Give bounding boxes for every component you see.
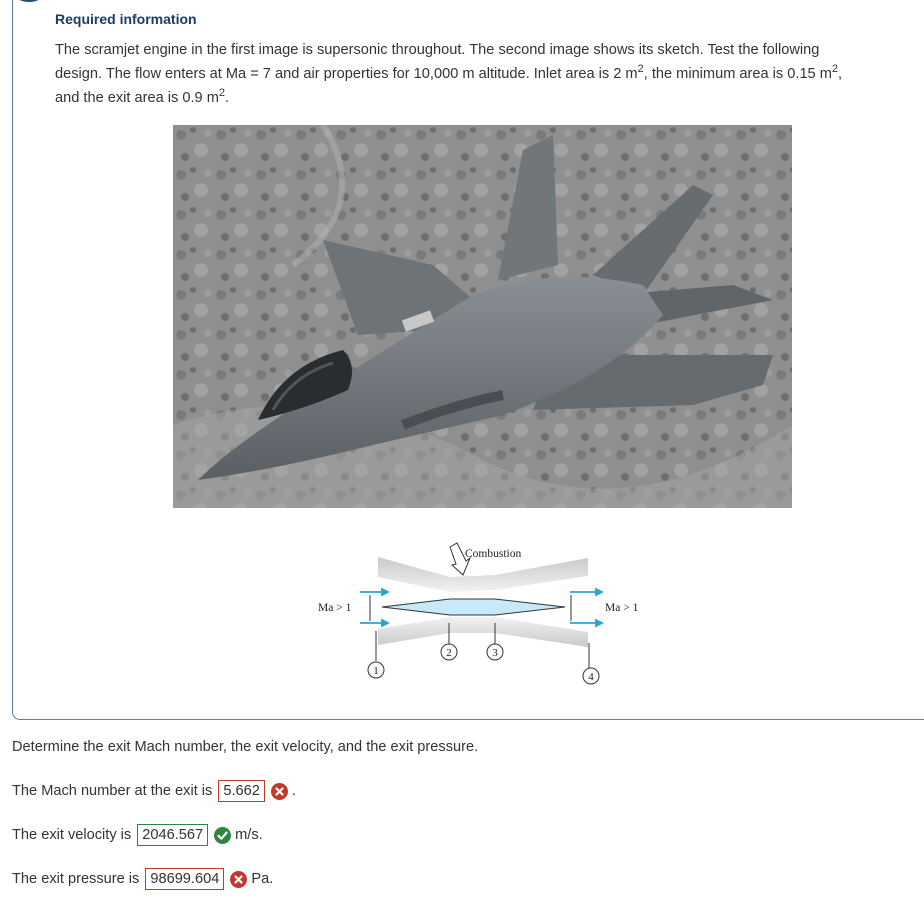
- answer-suffix: .: [291, 783, 296, 799]
- scramjet-sketch: [300, 535, 660, 690]
- superscript: 2: [218, 87, 225, 99]
- exit-pressure-answer-field[interactable]: 98699.604: [145, 868, 224, 890]
- statement-text: design. The flow enters at Ma = 7 and air properties for 10,000 m altitude. Inlet area is 2 m: [55, 66, 638, 82]
- fighter-jet-photo: [173, 125, 792, 508]
- central-body: [382, 599, 565, 615]
- answer-suffix: Pa.: [251, 871, 274, 887]
- answer-row-velocity: [12, 824, 263, 846]
- exit-velocity-answer-field[interactable]: 2046.567: [137, 824, 208, 846]
- station-4-label: 4: [588, 671, 594, 683]
- answer-row-pressure: [12, 868, 273, 890]
- station-1-label: 1: [373, 665, 379, 677]
- answer-suffix: m/s.: [235, 827, 263, 843]
- lower-wall: [378, 617, 588, 647]
- fighter-jet-illustration: [173, 125, 792, 508]
- section-marker-icon: [13, 0, 45, 2]
- statement-line-3: [55, 86, 905, 110]
- problem-statement: [55, 38, 905, 110]
- statement-text: , the minimum area is 0.15 m: [643, 66, 832, 82]
- superscript: 2: [637, 63, 644, 75]
- mach-number-answer-field[interactable]: 5.662: [218, 780, 265, 802]
- correct-check-icon: [214, 827, 231, 844]
- upper-wall: [378, 557, 588, 592]
- station-3-label: 3: [492, 647, 498, 659]
- statement-text: and the exit area is 0.9 m: [55, 90, 219, 106]
- exit-mach-label: Ma > 1: [605, 602, 639, 614]
- station-2-label: 2: [446, 647, 452, 659]
- answer-prefix: The exit pressure is: [12, 871, 140, 887]
- statement-text: .: [225, 90, 230, 106]
- statement-text: ,: [838, 66, 843, 82]
- inlet-mach-label: Ma > 1: [318, 602, 352, 614]
- statement-line-2: [55, 62, 905, 86]
- combustion-label: Combustion: [465, 548, 522, 560]
- answer-prefix: The Mach number at the exit is: [12, 783, 213, 799]
- required-information-title: Required information: [55, 11, 197, 27]
- statement-line-1: The scramjet engine in the first image is supersonic throughout. The second image shows its sketch. Test the following: [55, 42, 820, 58]
- answer-prefix: The exit velocity is: [12, 827, 132, 843]
- answer-row-mach: [12, 780, 296, 802]
- incorrect-icon: [230, 871, 247, 888]
- question-text: Determine the exit Mach number, the exit velocity, and the exit pressure.: [12, 739, 479, 755]
- incorrect-icon: [271, 783, 288, 800]
- superscript: 2: [831, 63, 839, 75]
